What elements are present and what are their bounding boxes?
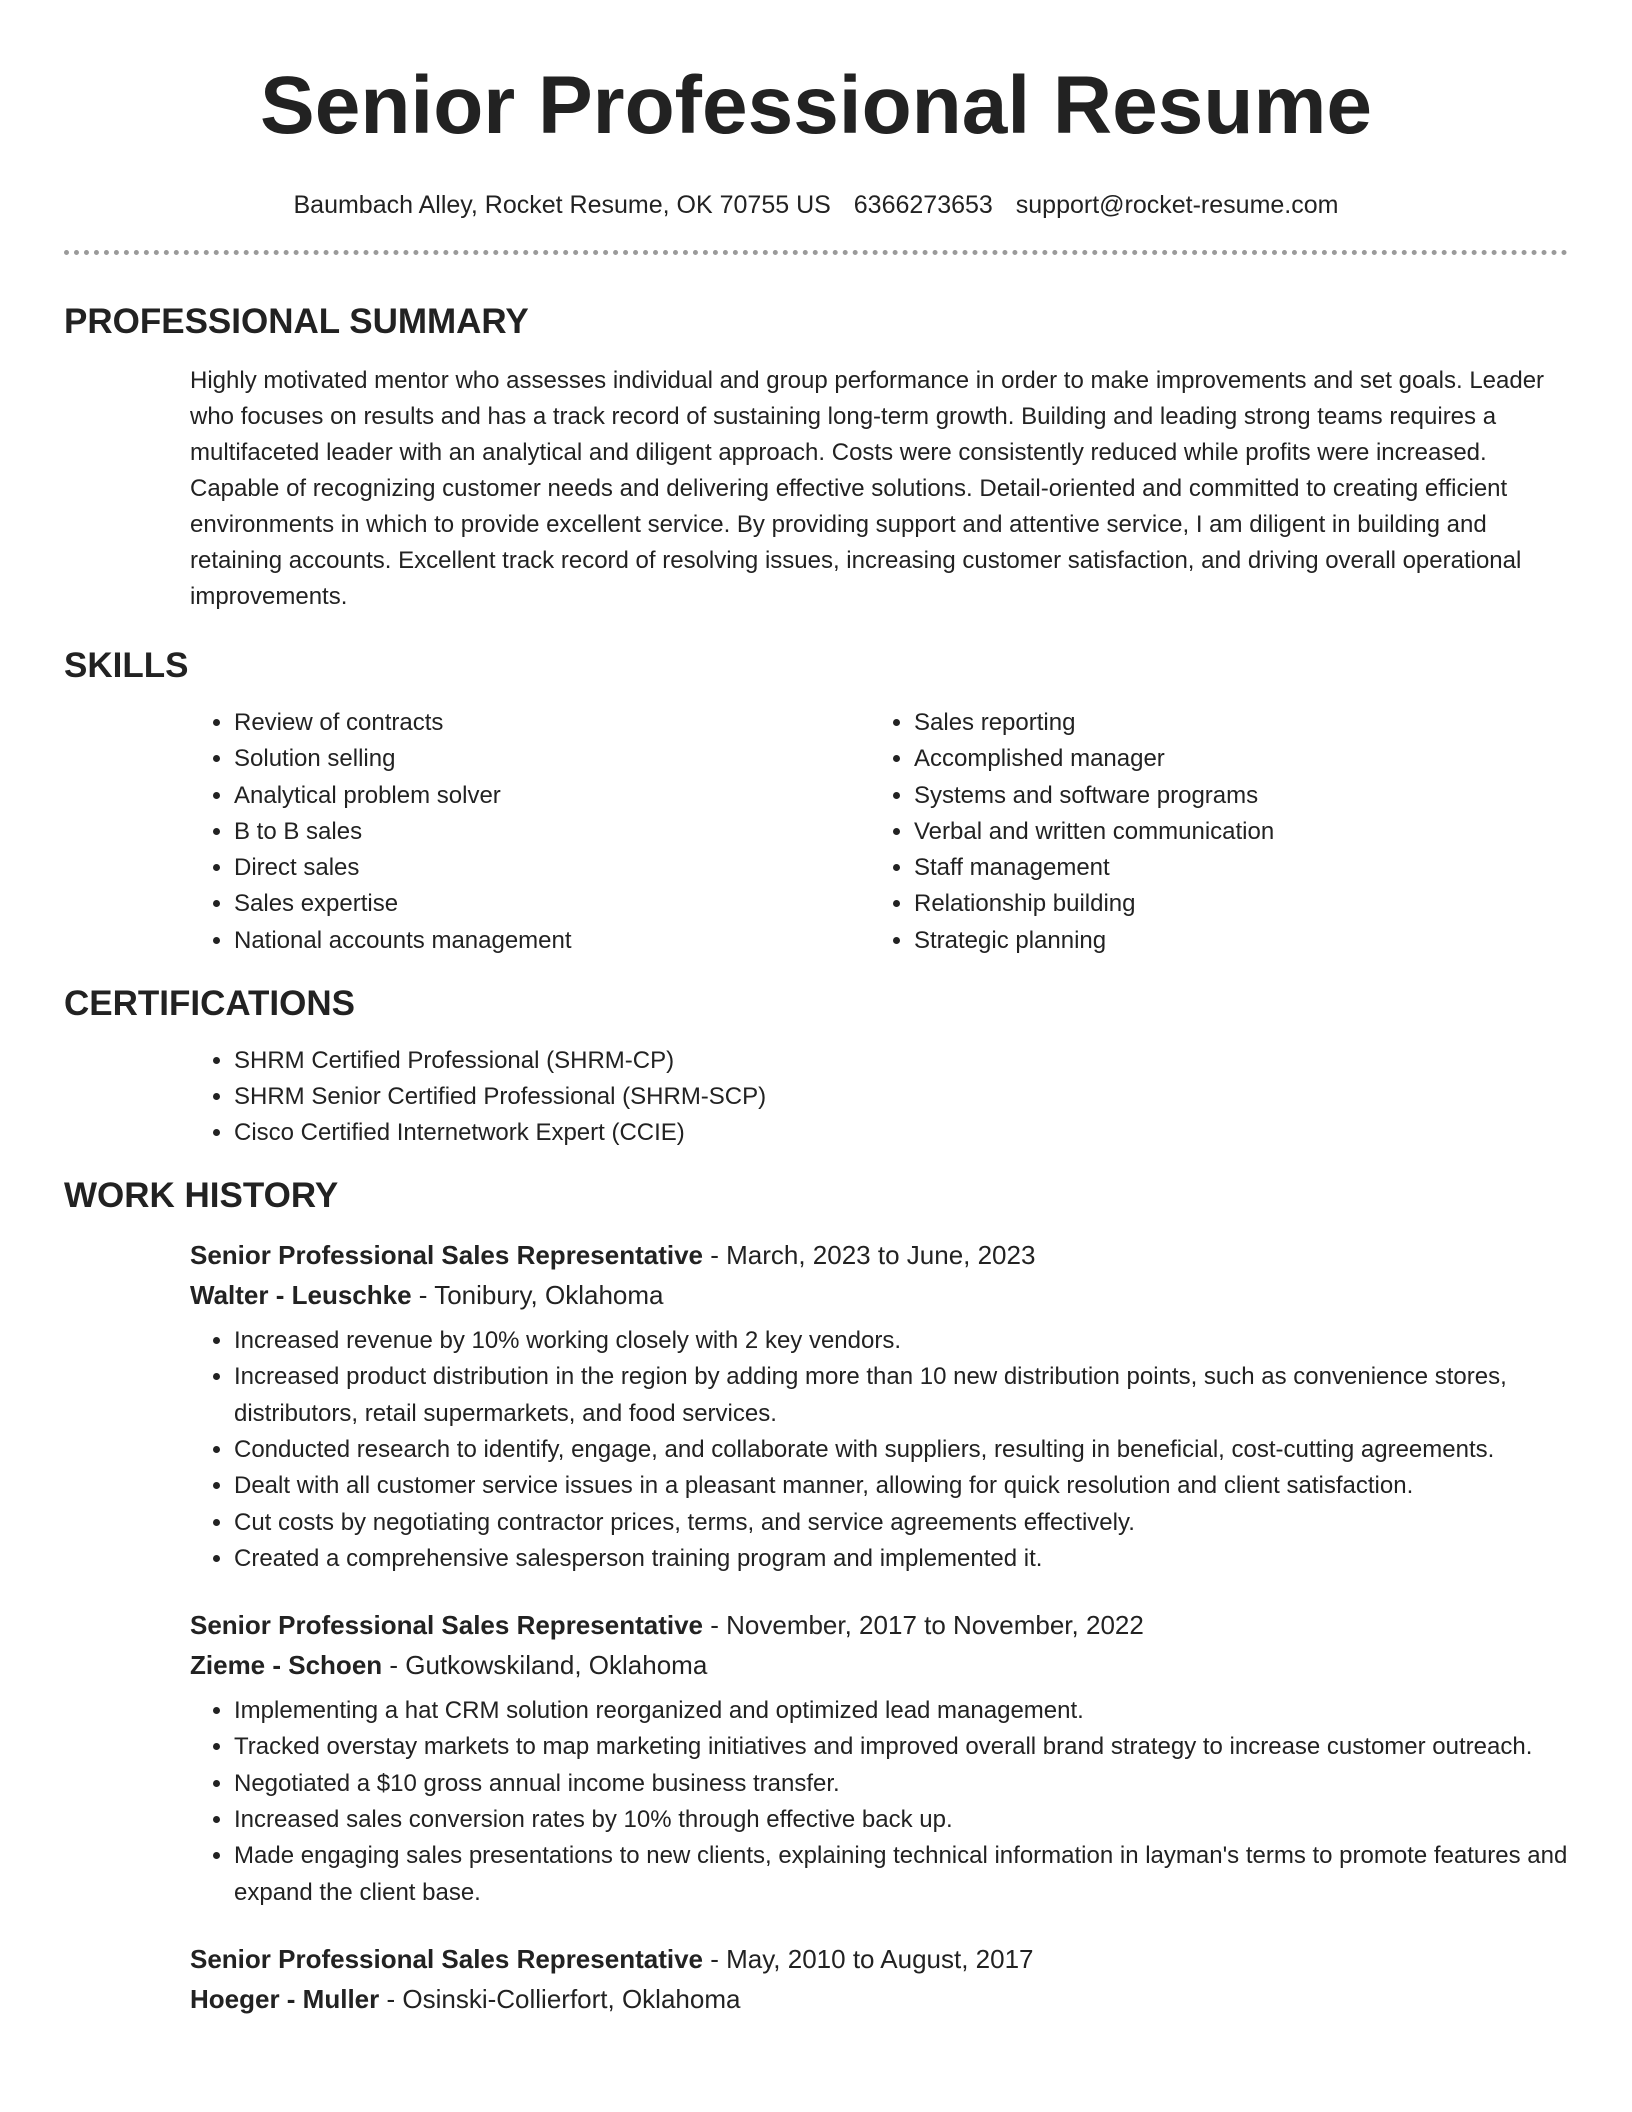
job-title: Senior Professional Sales Representative [190, 1610, 703, 1641]
certifications-list [190, 1043, 1568, 1151]
job-title-line [190, 1235, 1568, 1275]
job-dates: - November, 2017 to November, 2022 [710, 1610, 1144, 1641]
job-company: Zieme - Schoen [190, 1650, 383, 1681]
skill-item: • Relationship building [914, 886, 1550, 922]
skill-item: • Strategic planning [914, 923, 1550, 959]
skill-item: • National accounts management [234, 923, 870, 959]
job-location: - Osinski-Collierfort, Oklahoma [386, 1983, 741, 2014]
skill-item: • Solution selling [234, 741, 870, 777]
job-entry [190, 1939, 1568, 2019]
job-company-line [190, 1979, 1568, 2019]
certification-item: • SHRM Senior Certified Professional (SHRM-SCP) [234, 1079, 1568, 1115]
skills-heading: SKILLS [64, 646, 189, 685]
summary-text: Highly motivated mentor who assesses individual and group performance in order to make improvements and set goals. Leader who focuses on results and has a track record of sustaining long-term growth. Building and leading strong teams requires a multifaceted leader with an analytical and diligent approach. Costs were consistently reduced while profits were increased. Capable of recognizing customer needs and delivering effective solutions. Detail-oriented and committed to creating efficient environments in which to provide excellent service. By providing support and attentive service, I am diligent in building and retaining accounts. Excellent track record of resolving issues, increasing customer satisfaction, and driving overall operational improvements. [190, 367, 1545, 610]
certification-item: • SHRM Certified Professional (SHRM-CP) [234, 1043, 1568, 1079]
skill-item: • Review of contracts [234, 705, 870, 741]
job-title-line [190, 1939, 1568, 1979]
work-history-heading: WORK HISTORY [64, 1176, 339, 1216]
skill-item: • Systems and software programs [914, 778, 1550, 814]
job-location: - Tonibury, Oklahoma [418, 1280, 664, 1311]
skills-list-left [190, 705, 870, 959]
job-dates: - May, 2010 to August, 2017 [710, 1943, 1034, 1974]
job-title: Senior Professional Sales Representative [190, 1240, 703, 1271]
resume-page [64, 0, 1568, 2019]
job-entry [190, 1235, 1568, 1577]
contact-address: Baumbach Alley, Rocket Resume, OK 70755 US [293, 191, 831, 219]
skills-columns [190, 705, 1568, 959]
job-bullet: • Increased sales conversion rates by 10% through effective back up. [234, 1802, 1568, 1838]
certifications-body [190, 1043, 1568, 1151]
job-title-line [190, 1605, 1568, 1645]
job-dates: - March, 2023 to June, 2023 [710, 1240, 1036, 1271]
job-bullet: • Cut costs by negotiating contractor prices, terms, and service agreements effectively. [234, 1505, 1568, 1541]
skill-item: • B to B sales [234, 814, 870, 850]
certifications-heading: CERTIFICATIONS [64, 984, 356, 1024]
skill-item: • Direct sales [234, 850, 870, 886]
job-responsibilities [190, 1323, 1568, 1577]
summary-section [64, 301, 1568, 615]
job-bullet: • Dealt with all customer service issues in a pleasant manner, allowing for quick resolution and client satisfaction. [234, 1468, 1568, 1504]
contact-info [64, 190, 1568, 220]
job-bullet: • Tracked overstay markets to map marketing initiatives and improved overall brand strategy to increase customer outreach. [234, 1729, 1568, 1765]
job-bullet: • Made engaging sales presentations to new clients, explaining technical information in layman's terms to promote features and expand the client base. [234, 1838, 1568, 1911]
skill-item: • Analytical problem solver [234, 778, 870, 814]
job-bullet: • Conducted research to identify, engage, and collaborate with suppliers, resulting in beneficial, cost-cutting agreements. [234, 1432, 1568, 1468]
skill-item: • Verbal and written communication [914, 814, 1550, 850]
work-history-section [64, 1175, 1568, 2019]
job-bullet: • Implementing a hat CRM solution reorganized and optimized lead management. [234, 1693, 1568, 1729]
job-location: - Gutkowskiland, Oklahoma [389, 1650, 708, 1681]
job-company: Walter - Leuschke [190, 1280, 412, 1311]
skill-item: • Accomplished manager [914, 741, 1550, 777]
skill-item: • Sales reporting [914, 705, 1550, 741]
job-company-line [190, 1645, 1568, 1685]
job-bullet: • Increased revenue by 10% working closely with 2 key vendors. [234, 1323, 1568, 1359]
certifications-section [64, 983, 1568, 1151]
job-company: Hoeger - Muller [190, 1983, 380, 2014]
header-divider [64, 250, 1568, 255]
skills-section [64, 645, 1568, 959]
contact-email: support@rocket-resume.com [1015, 191, 1339, 219]
job-title: Senior Professional Sales Representative [190, 1943, 703, 1974]
job-responsibilities [190, 1693, 1568, 1911]
job-bullet: • Created a comprehensive salesperson training program and implemented it. [234, 1541, 1568, 1577]
job-company-line [190, 1275, 1568, 1315]
certification-item: • Cisco Certified Internetwork Expert (CCIE) [234, 1115, 1568, 1151]
summary-heading: PROFESSIONAL SUMMARY [64, 302, 529, 341]
resume-title: Senior Professional Resume [260, 60, 1372, 151]
skill-item: • Sales expertise [234, 886, 870, 922]
job-bullet: • Negotiated a $10 gross annual income business transfer. [234, 1766, 1568, 1802]
skills-list-right [870, 705, 1550, 959]
contact-phone: 6366273653 [853, 191, 993, 219]
skill-item: • Staff management [914, 850, 1550, 886]
job-bullet: • Increased product distribution in the region by adding more than 10 new distribution points, such as convenience stores, distributors, retail supermarkets, and food services. [234, 1359, 1568, 1432]
job-entry [190, 1605, 1568, 1911]
